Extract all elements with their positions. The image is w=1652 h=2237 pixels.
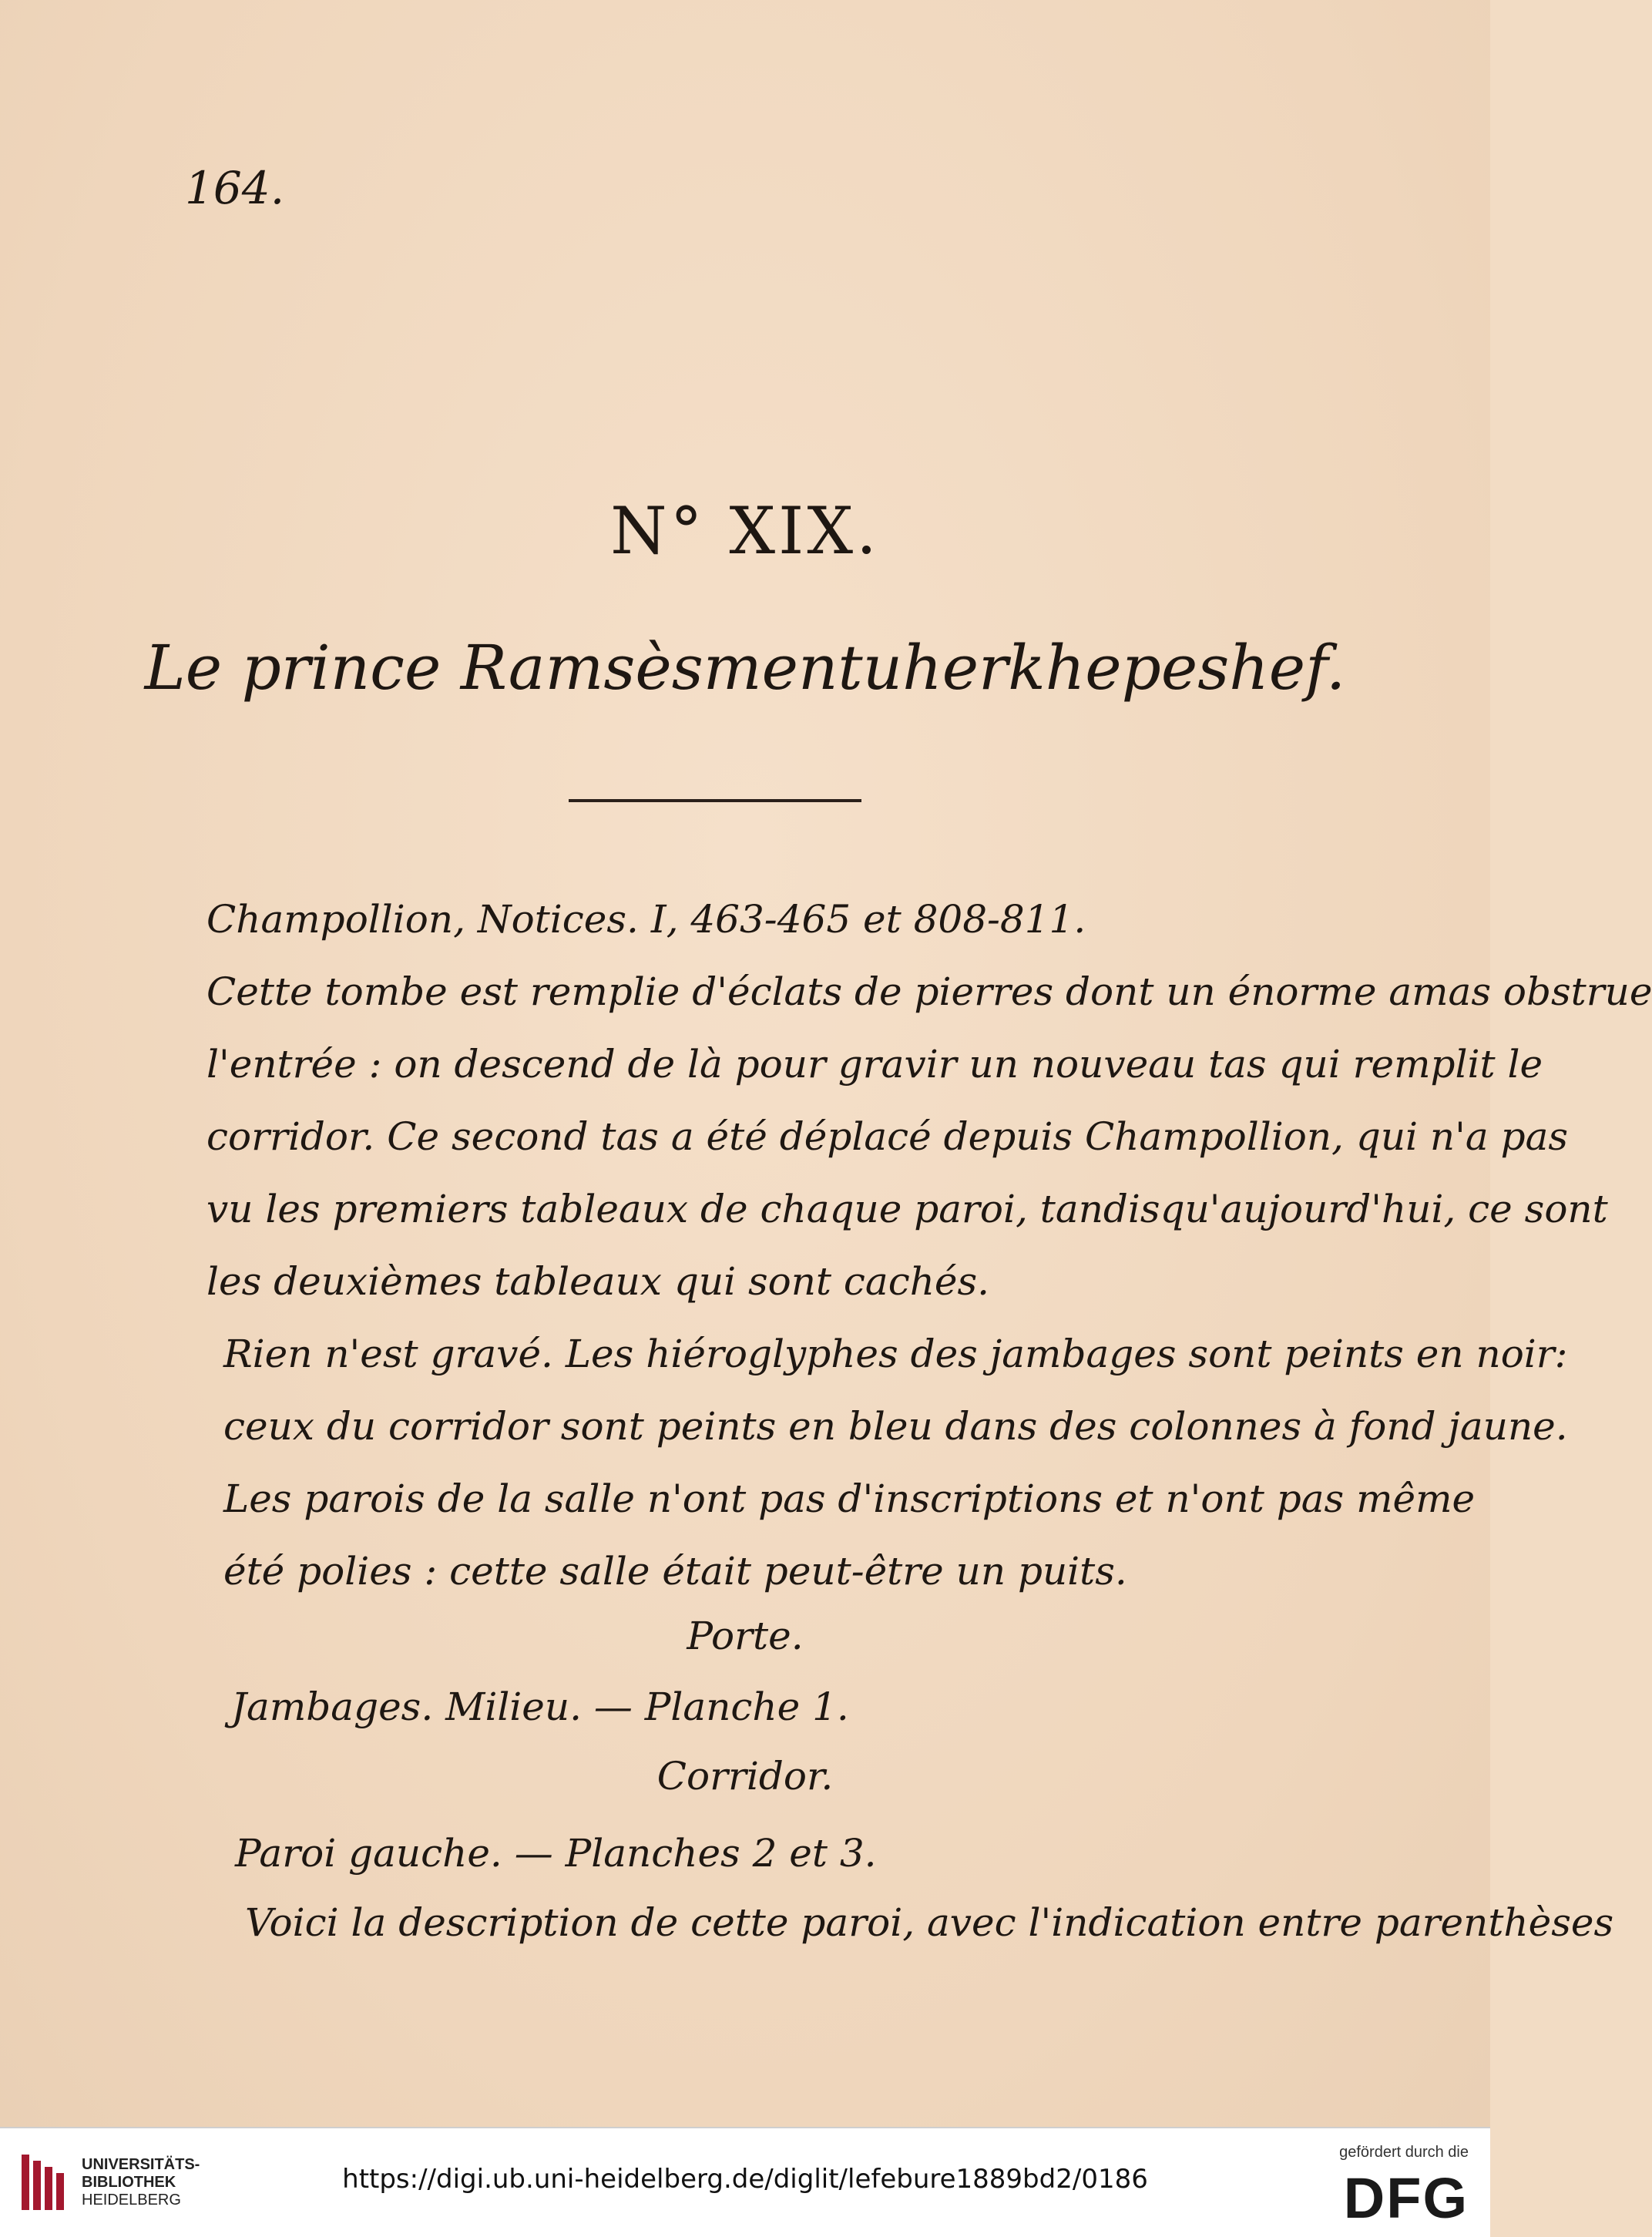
text-line: Les parois de la salle n'ont pas d'inscriptions et n'ont pas même [223, 1476, 1476, 1521]
viewer-footer [0, 2127, 1490, 2237]
section-heading: Porte. [687, 1614, 804, 1658]
page-number: 164. [185, 162, 285, 214]
text-line: été polies : cette salle était peut-être un puits. [223, 1549, 1127, 1594]
text-line: Rien n'est gravé. Les hiéroglyphes des jambages sont peints en noir: [223, 1332, 1568, 1376]
page-title: N° XIX. [610, 493, 880, 569]
text-line: Cette tombe est remplie d'éclats de pierres dont un énorme amas obstrue [206, 969, 1652, 1014]
funder-label: gefördert durch die [1339, 2144, 1469, 2161]
text-line: Paroi gauche. — Planches 2 et 3. [235, 1831, 877, 1876]
title-rule [569, 799, 861, 802]
text-line: Voici la description de cette paroi, avec l'indication entre parenthèses [245, 1900, 1614, 1945]
text-line: les deuxièmes tableaux qui sont cachés. [206, 1259, 990, 1304]
section-heading: Corridor. [656, 1754, 834, 1799]
library-name-line: BIBLIOTHEK [82, 2174, 176, 2191]
text-line: Champollion, Notices. I, 463-465 et 808-811. [206, 897, 1086, 942]
text-line: vu les premiers tableaux de chaque paroi, tandisqu'aujourd'hui, ce sont [206, 1187, 1608, 1231]
page-subtitle: Le prince Ramsèsmentuherkhepeshef. [144, 632, 1346, 704]
text-line: ceux du corridor sont peints en bleu dans des colonnes à fond jaune. [223, 1404, 1568, 1449]
text-line: corridor. Ce second tas a été déplacé depuis Champollion, qui n'a pas [206, 1114, 1569, 1159]
text-line: Jambages. Milieu. — Planche 1. [231, 1684, 849, 1729]
library-name-line: HEIDELBERG [82, 2192, 181, 2208]
library-name-line: UNIVERSITÄTS- [82, 2156, 200, 2173]
dfg-logo: DFG [1343, 2166, 1469, 2230]
text-line: l'entrée : on descend de là pour gravir un nouveau tas qui remplit le [206, 1042, 1543, 1087]
permalink-url[interactable]: https://digi.ub.uni-heidelberg.de/diglit/lefebure1889bd2/0186 [342, 2164, 1148, 2195]
